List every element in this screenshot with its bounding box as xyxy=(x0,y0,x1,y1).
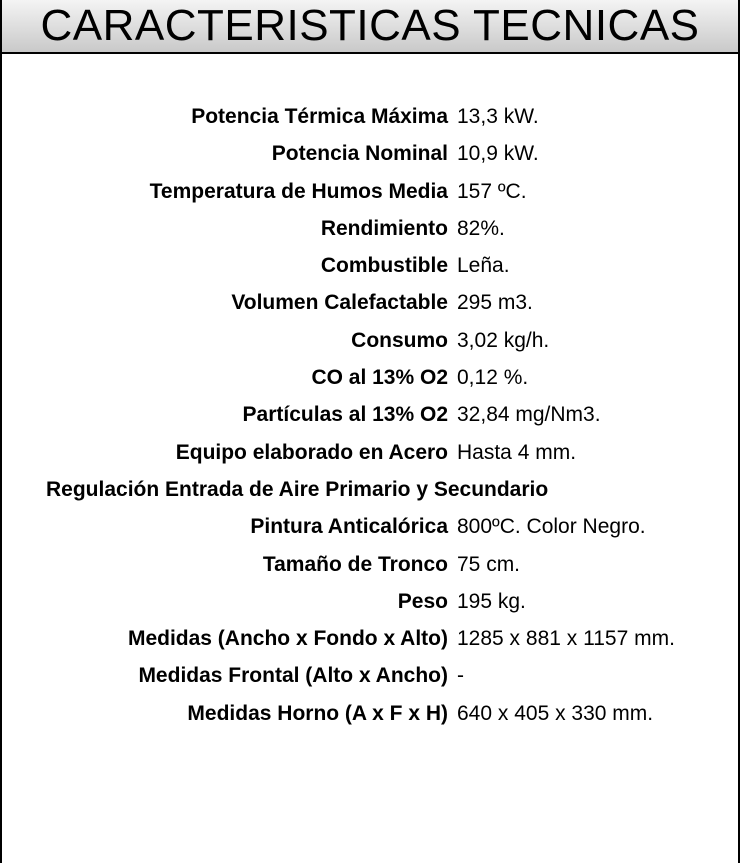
spec-value: 82%. xyxy=(457,216,505,240)
spec-row xyxy=(2,284,738,321)
spec-label: Consumo xyxy=(351,328,448,352)
spec-value: 3,02 kg/h. xyxy=(457,328,550,352)
spec-value: 1285 x 881 x 1157 mm. xyxy=(457,627,675,651)
spec-row xyxy=(2,471,738,508)
spec-value: 32,84 mg/Nm3. xyxy=(457,403,601,427)
spec-row xyxy=(2,695,738,732)
spec-row xyxy=(2,508,738,545)
spec-row xyxy=(2,135,738,172)
spec-value: 10,9 kW. xyxy=(457,142,539,166)
spec-label: Regulación Entrada de Aire Primario y Secundario xyxy=(46,477,549,501)
spec-label: Pintura Anticalórica xyxy=(250,515,448,539)
spec-label: Temperatura de Humos Media xyxy=(149,179,448,203)
spec-label: Potencia Nominal xyxy=(271,142,448,166)
spec-label: Medidas (Ancho x Fondo x Alto) xyxy=(127,627,448,651)
spec-label: Potencia Térmica Máxima xyxy=(191,105,448,128)
spec-row xyxy=(2,322,738,359)
spec-row xyxy=(2,98,738,135)
specs-list xyxy=(2,98,738,732)
spec-label: CO al 13% O2 xyxy=(311,366,448,390)
spec-value: 195 kg. xyxy=(457,589,526,613)
spec-row xyxy=(2,620,738,657)
spec-value: 800ºC. Color Negro. xyxy=(457,515,646,539)
spec-value: 157 ºC. xyxy=(457,179,527,203)
spec-label: Medidas Horno (A x F x H) xyxy=(187,701,448,725)
title-bar xyxy=(2,0,738,54)
spec-row xyxy=(2,434,738,471)
spec-value: 640 x 405 x 330 mm. xyxy=(457,701,654,725)
spec-label: Combustible xyxy=(320,254,448,278)
spec-row xyxy=(2,657,738,694)
spec-row xyxy=(2,247,738,284)
spec-label: Partículas al 13% O2 xyxy=(242,403,448,427)
spec-row xyxy=(2,546,738,583)
spec-value: Hasta 4 mm. xyxy=(457,440,577,464)
spec-label: Rendimiento xyxy=(320,216,448,240)
spec-value: - xyxy=(457,664,464,688)
spec-row xyxy=(2,583,738,620)
spec-row xyxy=(2,173,738,210)
spec-label: Equipo elaborado en Acero xyxy=(175,440,448,464)
spec-label: Peso xyxy=(397,589,448,613)
spec-label: Tamaño de Tronco xyxy=(262,552,448,576)
spec-value: Leña. xyxy=(457,254,510,278)
spec-value: 75 cm. xyxy=(457,552,521,576)
page-title: CARACTERISTICAS TECNICAS xyxy=(40,1,700,50)
spec-row xyxy=(2,396,738,433)
spec-value: 295 m3. xyxy=(457,291,533,315)
spec-label: Medidas Frontal (Alto x Ancho) xyxy=(138,664,448,688)
spec-row xyxy=(2,210,738,247)
spec-value: 0,12 %. xyxy=(457,366,529,390)
spec-label: Volumen Calefactable xyxy=(231,291,448,315)
spec-value: 13,3 kW. xyxy=(457,105,539,128)
spec-row xyxy=(2,359,738,396)
